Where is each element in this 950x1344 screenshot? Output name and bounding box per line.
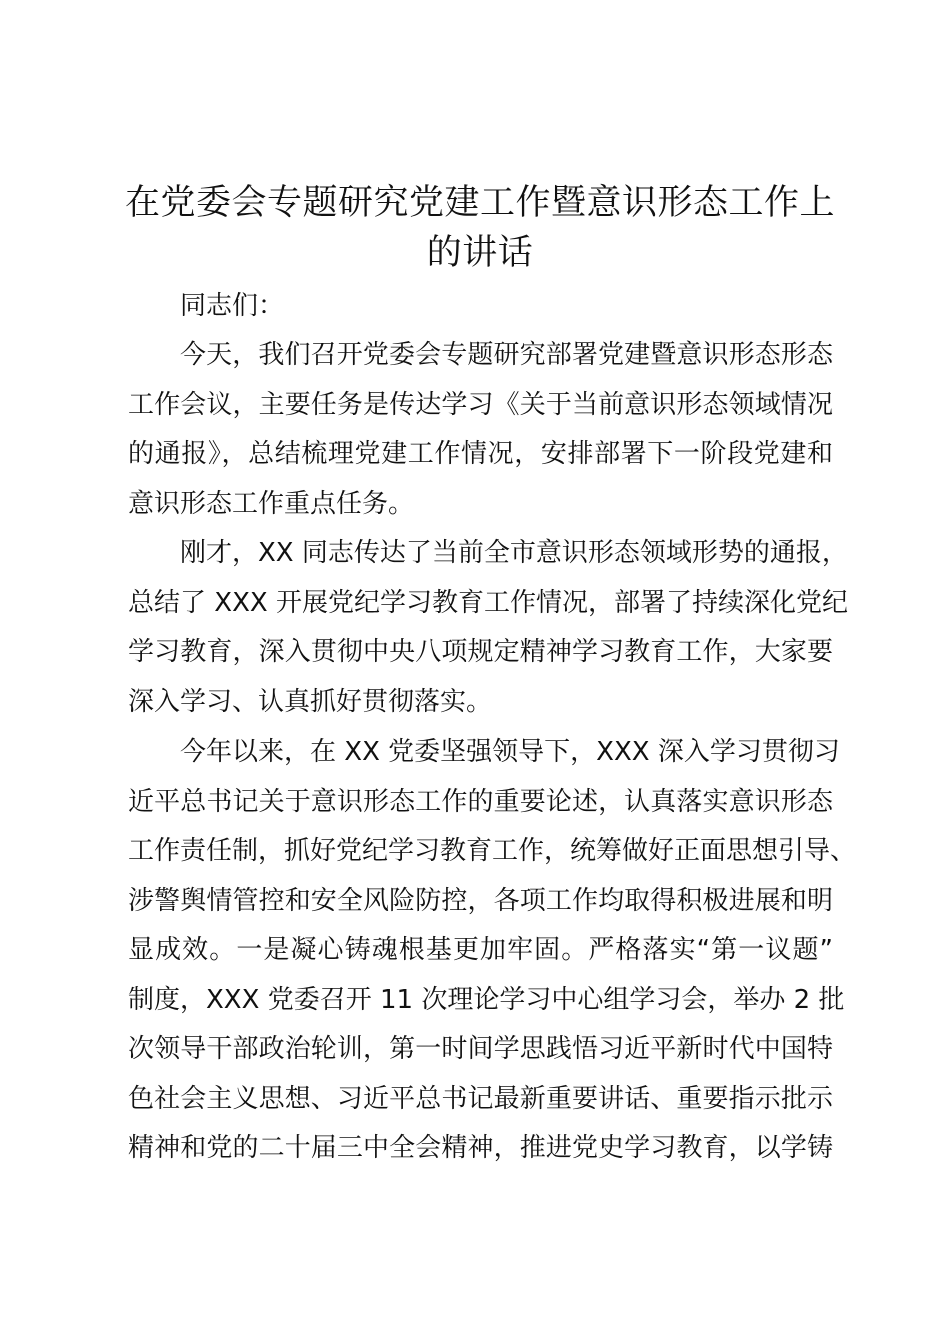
document-title xyxy=(110,178,850,278)
paragraph-line: 工作责任制，抓好党纪学习教育工作，统筹做好正面思想引导、 xyxy=(128,836,857,866)
paragraph-line: 次领导干部政治轮训，第一时间学思践悟习近平新时代中国特 xyxy=(128,1034,833,1064)
paragraph-line: 深入学习、认真抓好贯彻落实。 xyxy=(128,686,493,717)
paragraph-line: 的通报》，总结梳理党建工作情况，安排部署下一阶段党建和 xyxy=(128,439,833,469)
paragraph-line: 制度，XXX 党委召开 11 次理论学习中心组学习会，举办 2 批 xyxy=(128,984,845,1015)
salutation-text: 同志们： xyxy=(180,291,285,321)
paragraph-line: 涉警舆情管控和安全风险防控，各项工作均取得积极进展和明 xyxy=(128,885,833,916)
paragraph-line: 意识形态工作重点任务。 xyxy=(128,488,415,519)
paragraph-3 xyxy=(128,728,857,1174)
title-line: 在党委会专题研究党建工作暨意识形态工作上 xyxy=(124,183,835,223)
paragraph-line: 今年以来，在 XX 党委坚强领导下，XXX 深入学习贯彻习 xyxy=(180,737,840,767)
paragraph-line: 学习教育，深入贯彻中央八项规定精神学习教育工作，大家要 xyxy=(128,637,833,667)
paragraph-line: 刚才，XX 同志传达了当前全市意识形态领域形势的通报， xyxy=(180,538,848,568)
paragraph-line: 今天，我们召开党委会专题研究部署党建暨意识形态形态 xyxy=(180,340,833,370)
paragraph-line: 总结了 XXX 开展党纪学习教育工作情况，部署了持续深化党纪 xyxy=(128,587,848,618)
salutation xyxy=(128,282,833,332)
paragraph-line: 近平总书记关于意识形态工作的重要论述，认真落实意识形态 xyxy=(128,786,833,817)
title-line: 的讲话 xyxy=(426,233,534,273)
paragraph-line: 色社会主义思想、习近平总书记最新重要讲话、重要指示批示 xyxy=(128,1083,833,1114)
paragraph-2 xyxy=(128,529,848,727)
paragraph-1 xyxy=(128,331,833,529)
paragraph-line: 精神和党的二十届三中全会精神，推进党史学习教育，以学铸 xyxy=(128,1133,833,1163)
paragraph-line: 工作会议，主要任务是传达学习《关于当前意识形态领域情况 xyxy=(128,389,833,420)
paragraph-line: 显成效。一是凝心铸魂根基更加牢固。严格落实“第一议题” xyxy=(128,935,833,965)
